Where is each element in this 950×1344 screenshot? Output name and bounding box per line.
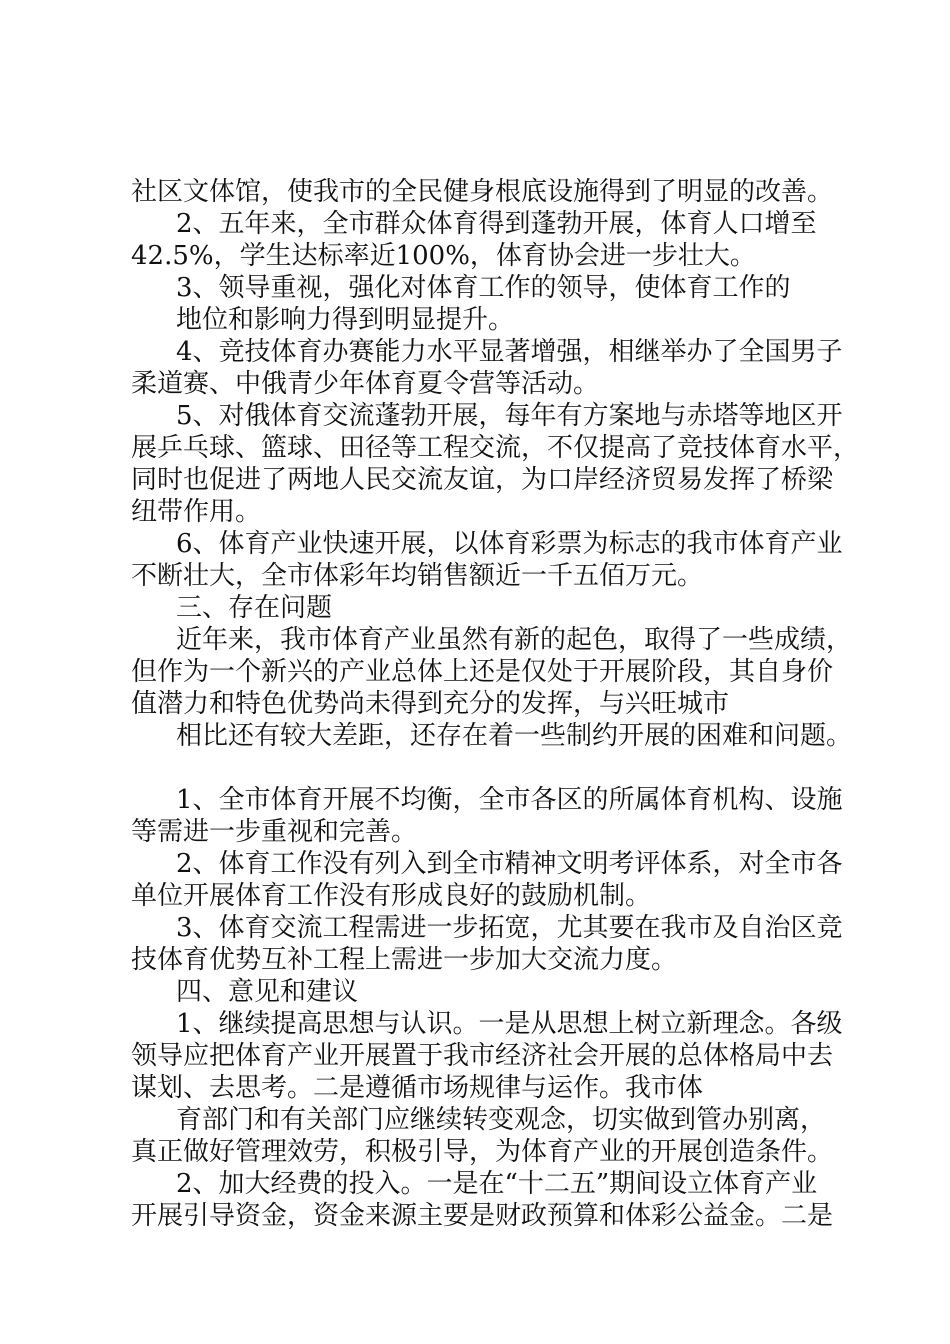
text-line-24: 技体育优势互补工程上需进一步加大交流力度。 <box>131 945 678 975</box>
text-line-28: 谋划、去思考。二是遵循市场规律与运作。我市体 <box>131 1073 704 1103</box>
text-line-15: 近年来，我市体育产业虽然有新的起色，取得了一些成绩， <box>176 625 853 655</box>
text-line-19: 1、全市体育开展不均衡，全市各区的所属体育机构、设施 <box>176 785 843 815</box>
text-line-1: 社区文体馆，使我市的全民健身根底设施得到了明显的改善。 <box>131 177 834 207</box>
text-line-3: 42.5%，学生达标率近100%，体育协会进一步壮大。 <box>131 241 756 271</box>
section-heading-3: 三、存在问题 <box>176 593 333 623</box>
text-line-10: 同时也促进了两地人民交流友谊，为口岸经济贸易发挥了桥梁 <box>131 465 834 495</box>
text-line-2: 2、五年来，全市群众体育得到蓬勃开展，体育人口增至 <box>176 209 817 239</box>
text-line-5: 地位和影响力得到明显提升。 <box>176 305 515 335</box>
text-line-30: 真正做好管理效劳，积极引导，为体育产业的开展创造条件。 <box>131 1137 834 1167</box>
text-line-12: 6、体育产业快速开展，以体育彩票为标志的我市体育产业 <box>176 529 843 559</box>
text-line-20: 等需进一步重视和完善。 <box>131 817 418 847</box>
text-line-32: 开展引导资金，资金来源主要是财政预算和体彩公益金。二是 <box>131 1201 834 1231</box>
text-line-4: 3、领导重视，强化对体育工作的领导，使体育工作的 <box>176 273 791 303</box>
text-line-9: 展乒乓球、篮球、田径等工程交流，不仅提高了竞技体育水平， <box>131 433 860 463</box>
text-line-17: 值潜力和特色优势尚未得到充分的发挥，与兴旺城市 <box>131 689 730 719</box>
text-line-18: 相比还有较大差距，还存在着一些制约开展的困难和问题。 <box>176 721 853 751</box>
section-heading-4: 四、意见和建议 <box>176 977 359 1007</box>
text-line-31: 2、加大经费的投入。一是在“十二五”期间设立体育产业 <box>176 1169 818 1199</box>
text-line-27: 领导应把体育产业开展置于我市经济社会开展的总体格局中去 <box>131 1041 834 1071</box>
text-line-13: 不断壮大，全市体彩年均销售额近一千五佰万元。 <box>131 561 704 591</box>
text-line-8: 5、对俄体育交流蓬勃开展，每年有方案地与赤塔等地区开 <box>176 401 843 431</box>
text-line-22: 单位开展体育工作没有形成良好的鼓励机制。 <box>131 881 652 911</box>
text-line-6: 4、竞技体育办赛能力水平显著增强，相继举办了全国男子 <box>176 337 843 367</box>
text-line-29: 育部门和有关部门应继续转变观念，切实做到管办别离， <box>176 1105 827 1135</box>
text-line-7: 柔道赛、中俄青少年体育夏令营等活动。 <box>131 369 600 399</box>
text-line-23: 3、体育交流工程需进一步拓宽，尤其要在我市及自治区竞 <box>176 913 843 943</box>
text-line-16: 但作为一个新兴的产业总体上还是仅处于开展阶段，其自身价 <box>131 657 834 687</box>
text-line-26: 1、继续提高思想与认识。一是从思想上树立新理念。各级 <box>176 1009 843 1039</box>
text-line-11: 纽带作用。 <box>131 497 262 527</box>
text-line-21: 2、体育工作没有列入到全市精神文明考评体系，对全市各 <box>176 849 843 879</box>
